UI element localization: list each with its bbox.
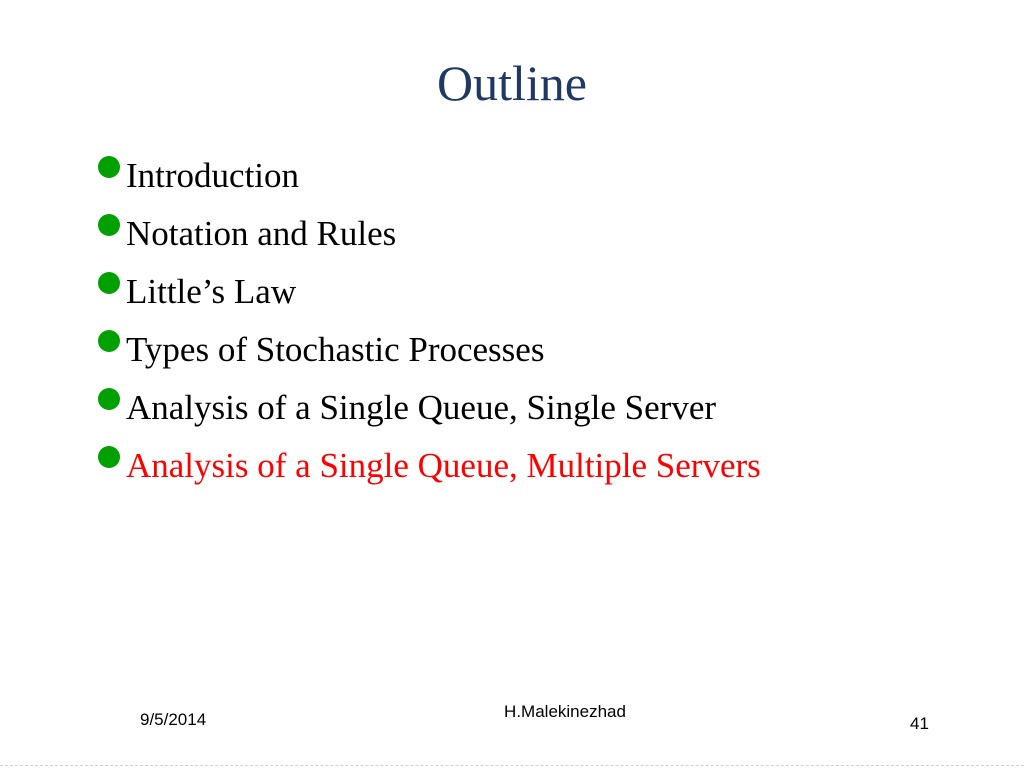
bullet-text: Analysis of a Single Queue, Multiple Servers (126, 446, 761, 485)
bottom-divider (0, 765, 1024, 766)
bullet-text: Little’s Law (126, 272, 297, 311)
bullet-dot-icon (98, 272, 120, 294)
bullet-list (98, 148, 978, 496)
bullet-item (98, 380, 978, 438)
footer-date: 9/5/2014 (140, 710, 207, 729)
bullet-text: Analysis of a Single Queue, Single Server (126, 388, 717, 427)
bullet-text: Types of Stochastic Processes (126, 330, 545, 369)
footer-author: H.Malekinezhad (504, 702, 626, 721)
bullet-item (98, 322, 978, 380)
bullet-dot-icon (98, 214, 120, 236)
bullet-text: Notation and Rules (126, 214, 397, 253)
bullet-item (98, 438, 978, 496)
page-number: 41 (910, 714, 929, 733)
bullet-dot-icon (98, 330, 120, 352)
bullet-dot-icon (98, 446, 120, 468)
bullet-item (98, 206, 978, 264)
bullet-dot-icon (98, 156, 120, 178)
bullet-text: Introduction (126, 156, 300, 195)
slide-title: Outline (437, 55, 587, 111)
bullet-item (98, 148, 978, 206)
bullet-dot-icon (98, 388, 120, 410)
bullet-item (98, 264, 978, 322)
